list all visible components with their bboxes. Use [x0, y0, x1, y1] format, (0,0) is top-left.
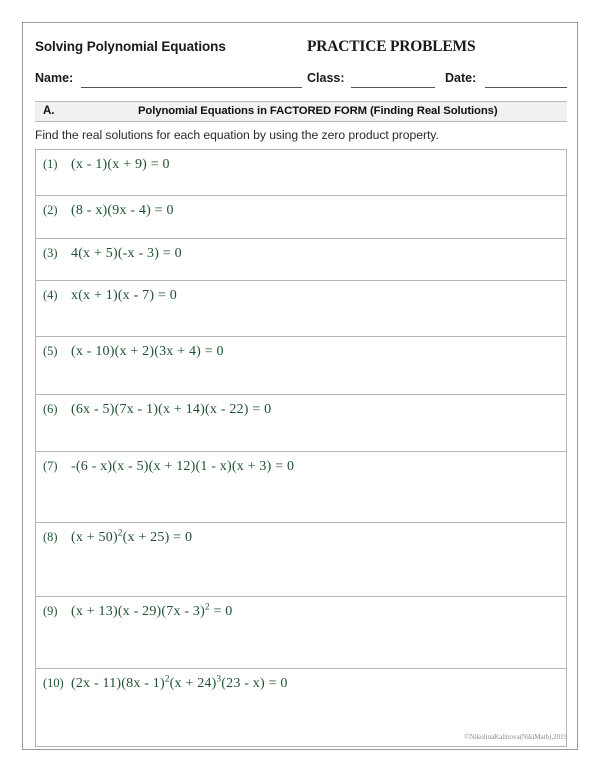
problem-number: (5)	[43, 344, 58, 358]
problem-equation: (x - 10)(x + 2)(3x + 4) = 0	[71, 344, 224, 359]
student-info-row	[35, 65, 567, 95]
section-a-banner	[35, 101, 567, 122]
problem-row[interactable]	[36, 395, 566, 452]
worksheet-content	[35, 31, 567, 747]
name-input[interactable]	[81, 87, 302, 88]
date-input[interactable]	[485, 87, 567, 88]
problem-number: (1)	[43, 157, 58, 171]
problem-number: (2)	[43, 203, 58, 217]
section-title: Polynomial Equations in FACTORED FORM (Finding Real Solutions)	[138, 105, 498, 117]
problem-line	[43, 287, 177, 304]
problem-number: (10)	[43, 676, 64, 690]
problem-line	[43, 343, 224, 360]
instruction-text: Find the real solutions for each equation by using the zero product property.	[35, 128, 439, 142]
problem-line	[43, 202, 174, 219]
problem-row[interactable]	[36, 196, 566, 239]
class-label: Class:	[307, 71, 345, 85]
header	[35, 31, 567, 65]
problem-number: (9)	[43, 604, 58, 618]
problem-row[interactable]	[36, 337, 566, 395]
problem-number: (3)	[43, 246, 58, 260]
problem-equation: (x - 1)(x + 9) = 0	[71, 157, 170, 172]
problem-line	[43, 675, 288, 692]
problem-line	[43, 529, 192, 546]
problem-number: (6)	[43, 402, 58, 416]
problem-equation: (x + 13)(x - 29)(7x - 3)$^2$ = 0	[71, 601, 233, 619]
problem-equation: -(6 - x)(x - 5)(x + 12)(1 - x)(x + 3) = 0	[71, 459, 295, 474]
practice-problems-heading: PRACTICE PROBLEMS	[307, 38, 476, 55]
problem-number: (4)	[43, 288, 58, 302]
problem-equation: x(x + 1)(x - 7) = 0	[71, 288, 177, 303]
problem-row[interactable]	[36, 150, 566, 196]
problem-row[interactable]	[36, 239, 566, 281]
problem-row[interactable]	[36, 523, 566, 597]
problem-line	[43, 156, 170, 173]
problem-line	[43, 245, 182, 262]
problem-equation: $(x + 50)^2(x + 25) = 0$	[71, 527, 193, 545]
problem-number: (8)	[43, 530, 58, 544]
section-letter: A.	[43, 105, 55, 117]
problems-table	[35, 149, 567, 747]
problem-line	[43, 458, 294, 475]
problem-equation: (6x - 5)(7x - 1)(x + 14)(x - 22) = 0	[71, 402, 272, 417]
date-label: Date:	[445, 71, 477, 85]
problem-equation: 4(x + 5)(-x - 3) = 0	[71, 246, 182, 261]
page-title: Solving Polynomial Equations	[35, 39, 226, 54]
problem-equation: (8 - x)(9x - 4) = 0	[71, 203, 174, 218]
worksheet-page	[22, 22, 578, 750]
problem-line	[43, 401, 271, 418]
problem-equation: $(2x - 11)(8x - 1)^2(x + 24)^3(23 - x) = 0$	[71, 673, 288, 691]
problem-line	[43, 603, 233, 620]
problem-number: (7)	[43, 459, 58, 473]
problem-row[interactable]	[36, 281, 566, 337]
class-input[interactable]	[351, 87, 435, 88]
problem-row[interactable]	[36, 597, 566, 669]
copyright-notice: ©NikolinaKalinova(NikiMath),2019	[464, 733, 567, 741]
problem-row[interactable]	[36, 452, 566, 523]
name-label: Name:	[35, 71, 74, 85]
